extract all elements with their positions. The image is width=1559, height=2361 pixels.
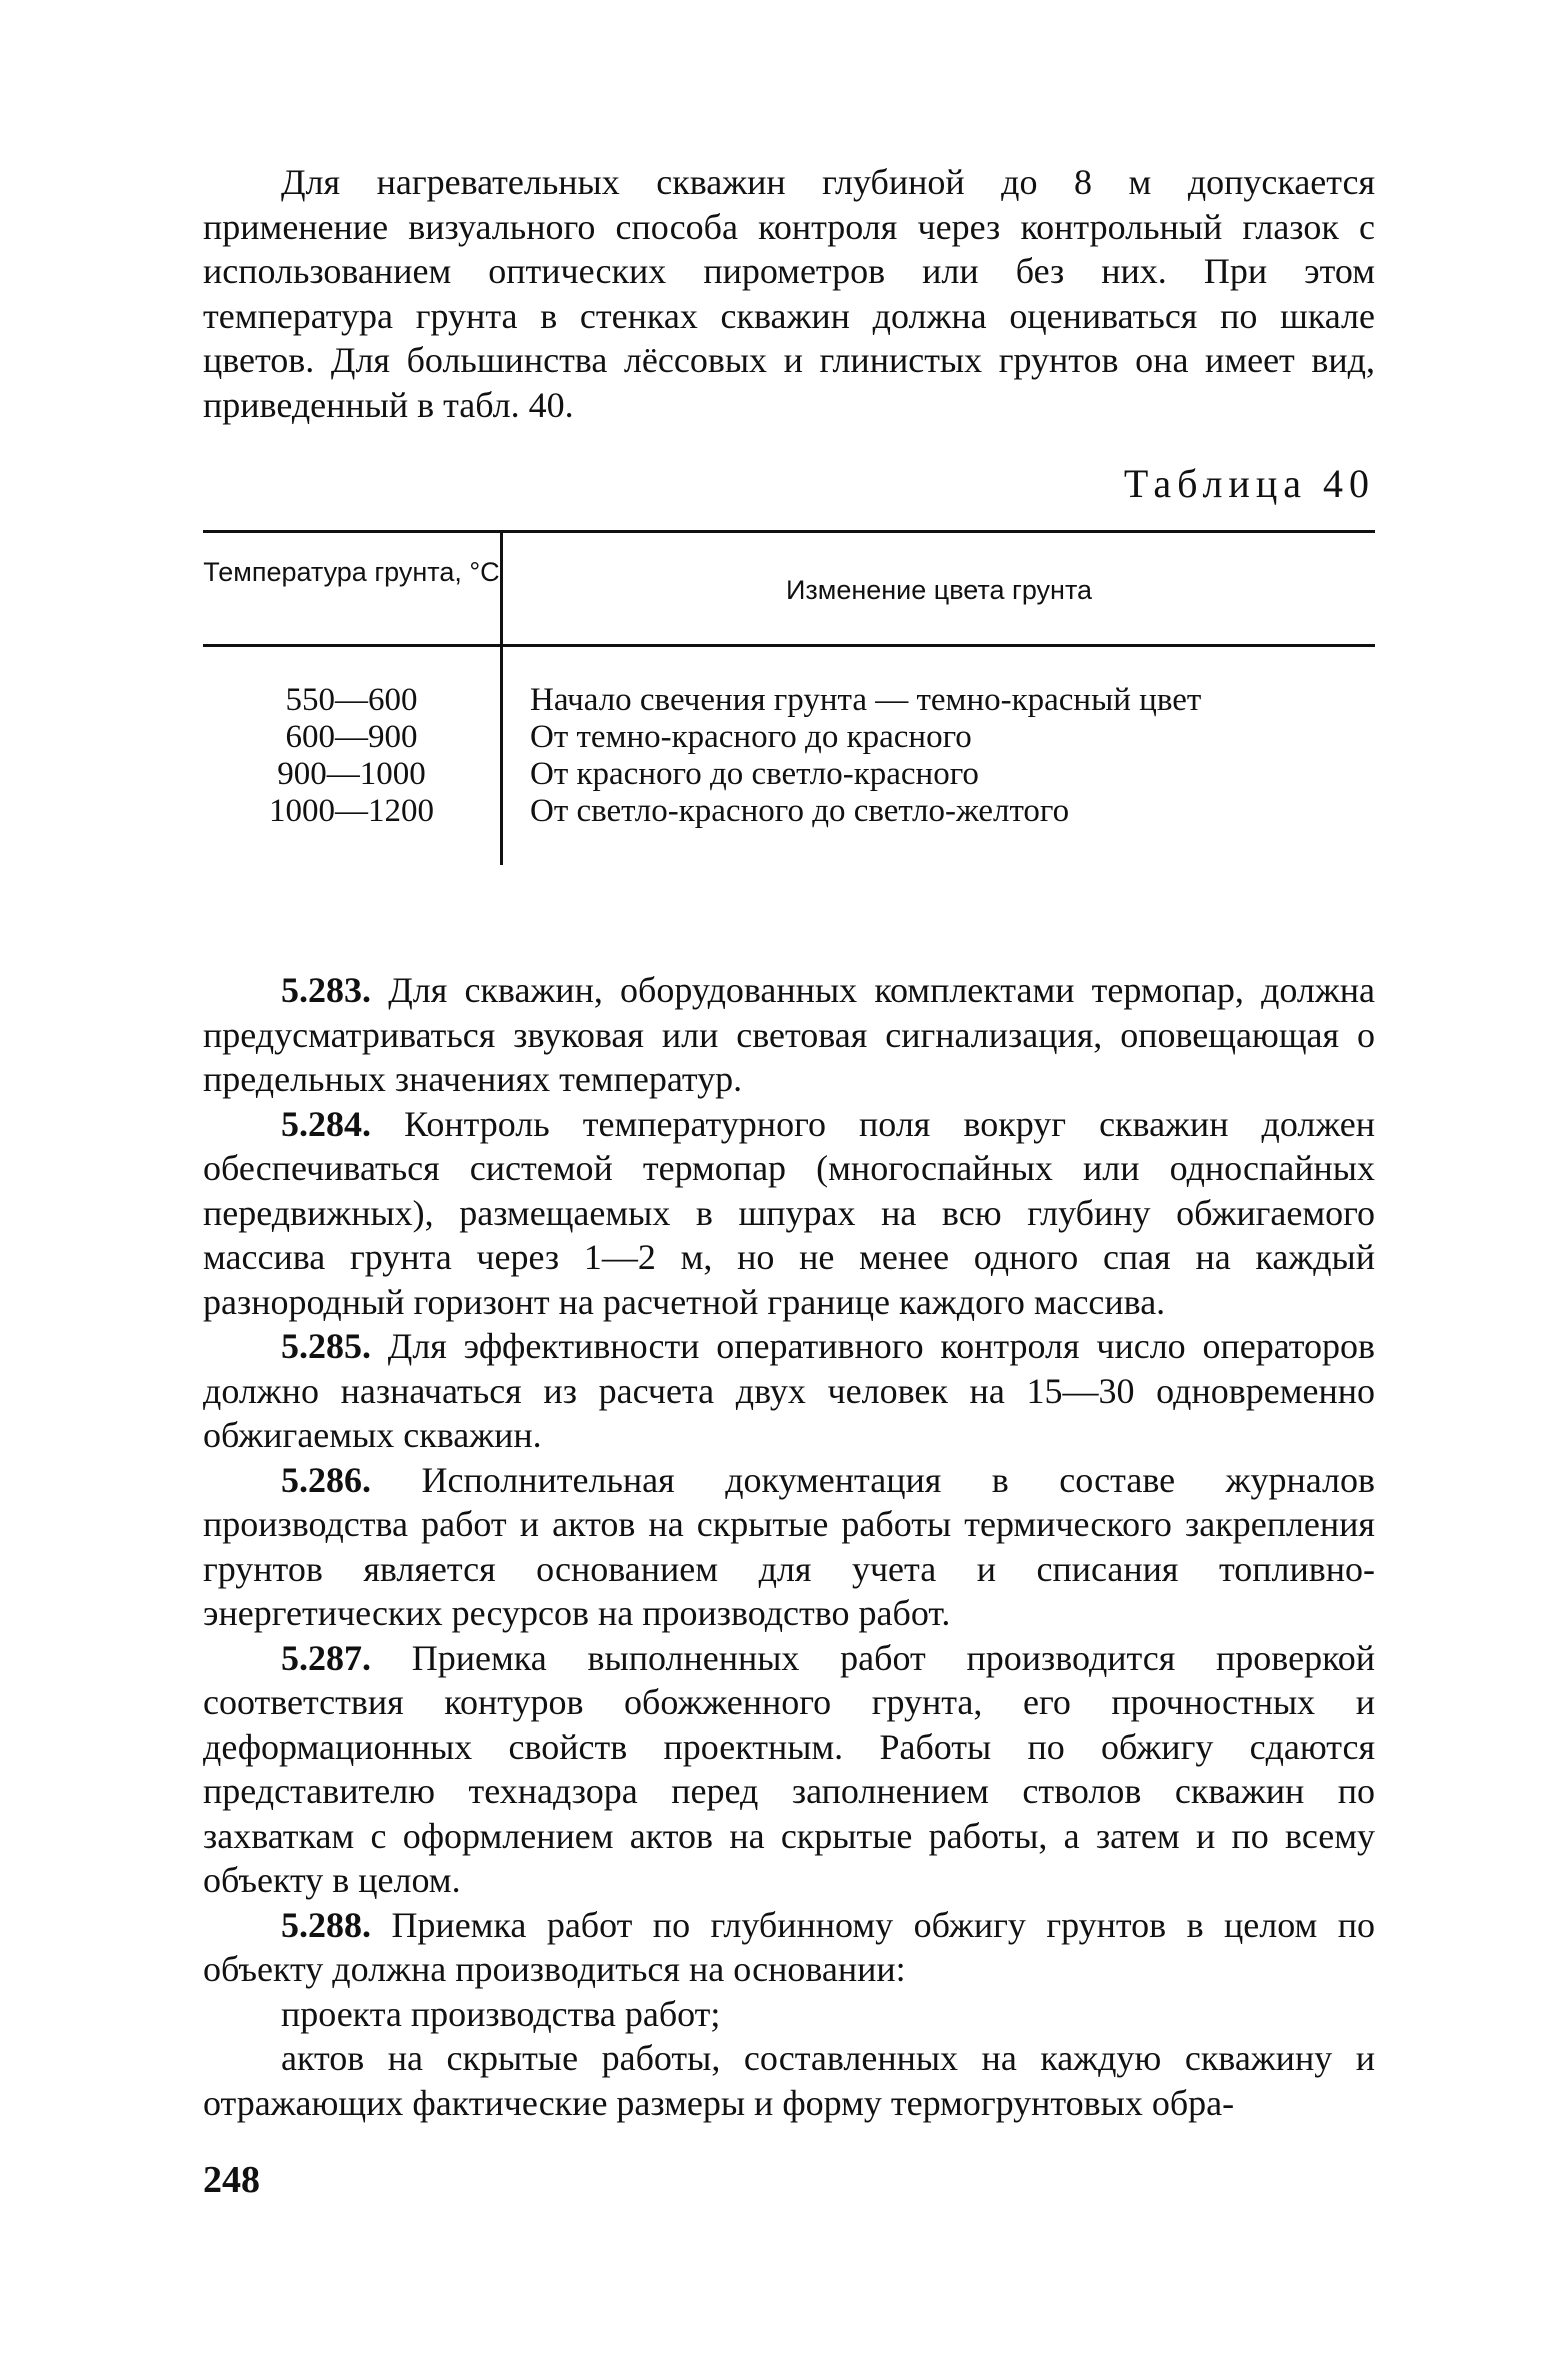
table-header-rule <box>203 644 1375 647</box>
clause-text: Исполнительная документация в составе журналов производства работ и актов на скрытые работы термического закрепления грунтов является основанием для учета и списания топливно-энергетических ресурсов на производство работ. <box>203 1459 1375 1633</box>
clause-text: Приемка выполненных работ производится проверкой соответствия контуров обожженного грунта, его прочностных и деформационных свойств проектным. Работы по обжигу сдаются представителю технадзора перед заполнением стволов скважин по захваткам с оформлением актов на скрытые работы, а затем и по всему объекту в целом. <box>203 1637 1376 1900</box>
clause-paragraph <box>203 1458 1375 1636</box>
table-cell-temperature: 1000—1200 <box>269 793 434 829</box>
clause-text: Для эффективности оперативного контроля число операторов должно назначаться из расчета двух человек на 15—30 одновременно обжигаемых скважин. <box>203 1326 1375 1455</box>
intro-paragraph: Для нагревательных скважин глубиной до 8 м допускается применение визуального способа контроля через контрольный глазок с использованием оптических пирометров или без них. При этом температура грунта в стенках скважин должна оцениваться по шкале цветов. Для большинства лёссовых и глинистых грунтов она имеет вид, приведенный в табл. 40. <box>203 162 1375 425</box>
table-header-temperature: Температура грунта, °С <box>203 557 500 587</box>
table-cell-color-change: От светло-красного до светло-желтого <box>530 793 1070 829</box>
table-cell-temperature: 900—1000 <box>277 756 426 792</box>
clause-number: 5.284. <box>281 1103 371 1144</box>
table-cell-temperature: 600—900 <box>285 719 418 755</box>
table-cell-color-change: От темно-красного до красного <box>530 719 972 755</box>
clause-paragraph <box>203 1324 1375 1458</box>
page-number: 248 <box>203 2159 260 2201</box>
list-item-paragraph <box>203 1992 1375 2037</box>
clause-paragraph <box>203 1636 1375 1903</box>
list-item-text: проекта производства работ; <box>281 1993 721 2034</box>
clause-text: Приемка работ по глубинному обжигу грунтов в целом по объекту должна производиться на основании: <box>203 1904 1376 1989</box>
clause-number: 5.285. <box>281 1326 371 1366</box>
clause-number: 5.283. <box>281 970 371 1010</box>
clause-paragraph <box>203 1903 1375 1992</box>
table-body-divider <box>500 647 503 865</box>
clause-number: 5.286. <box>281 1459 371 1500</box>
list-item-text: актов на скрытые работы, составленных на каждую скважину и отражающих фактические размеры и форму термогрунтовых обра- <box>203 2038 1375 2123</box>
clause-paragraph <box>203 1102 1375 1325</box>
clause-paragraph <box>203 968 1375 1102</box>
clause-number: 5.287. <box>281 1637 371 1678</box>
table-cell-temperature: 550—600 <box>285 682 418 718</box>
table-top-rule <box>203 530 1375 533</box>
clause-text: Для скважин, оборудованных комплектами термопар, должна предусматриваться звуковая или световая сигнализация, оповещающая о предельных значениях температур. <box>203 970 1375 1099</box>
clause-number: 5.288. <box>281 1904 371 1945</box>
list-item-paragraph <box>203 2036 1375 2125</box>
clause-text: Контроль температурного поля вокруг скважин должен обеспечиваться системой термопар (многоспайных или односпайных передвижных), размещаемых в шпурах на всю глубину обжигаемого массива грунта через 1—2 м, но не менее одного спая на каждый разнородный горизонт на расчетной границе каждого массива. <box>203 1103 1376 1322</box>
table-cell-color-change: От красного до светло-красного <box>530 756 979 792</box>
table-cell-color-change: Начало свечения грунта — темно-красный цвет <box>530 682 1202 718</box>
table-color-column <box>530 682 1375 830</box>
table-caption: Таблица 40 <box>1123 461 1375 506</box>
table-header-color-change: Изменение цвета грунта <box>785 575 1093 605</box>
body-text <box>203 968 1375 2125</box>
table-temperature-column <box>203 682 500 830</box>
